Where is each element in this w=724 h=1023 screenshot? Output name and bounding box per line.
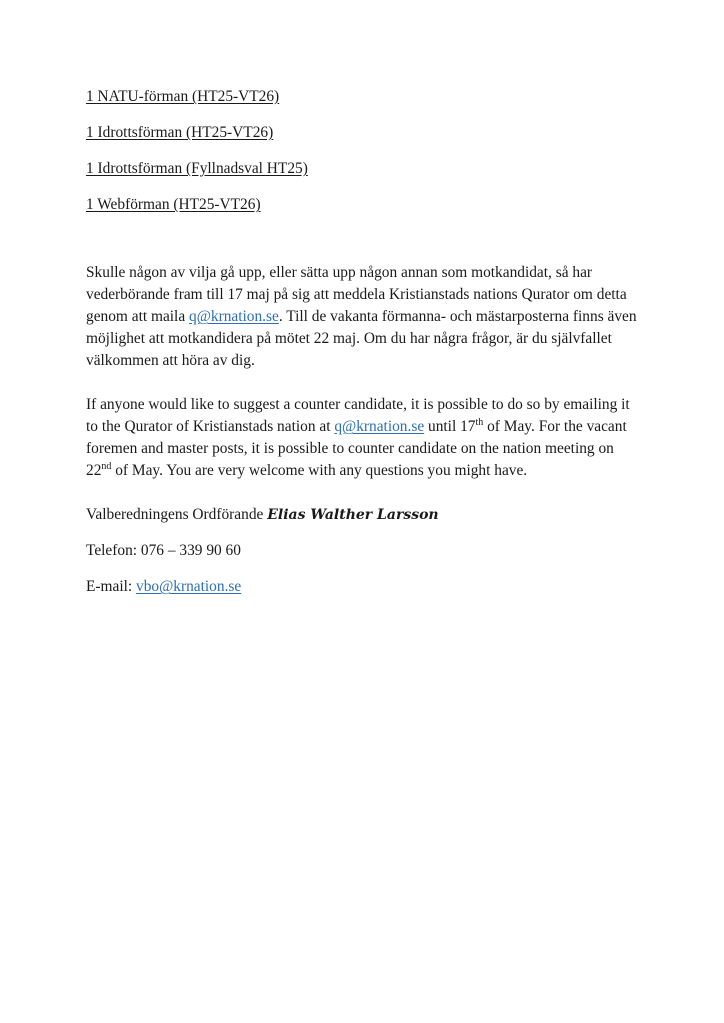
vacant-posts-list	[86, 86, 642, 216]
vacant-post-item: 1 Idrottsförman (HT25-VT26)	[86, 124, 274, 141]
swedish-paragraph	[86, 262, 642, 372]
ordinal-suffix: nd	[101, 460, 112, 472]
document-content	[86, 86, 642, 598]
vbo-email-link[interactable]: vbo@krnation.se	[136, 578, 242, 595]
english-text-part2: until 17	[424, 418, 476, 435]
signature-name: Elias Walther Larsson	[267, 507, 439, 523]
qurator-email-link-en[interactable]: q@krnation.se	[334, 418, 425, 435]
english-paragraph	[86, 394, 642, 482]
swedish-text-before-link: Skulle någon av vilja gå upp, eller sätta upp någon annan som motkandidat, så har vederbörande fram till 17 maj på sig att meddela Kristianstads nations Qurator om detta genom att maila	[86, 264, 627, 325]
vacant-post-item: 1 Idrottsförman (Fyllnadsval HT25)	[86, 160, 308, 177]
english-text-part4: of May. You are very welcome with any questions you might have.	[111, 462, 528, 479]
email-line	[86, 576, 642, 598]
signature-line	[86, 504, 642, 526]
ordinal-suffix: th	[475, 416, 484, 428]
swedish-text-after-link: . Till de vakanta förmanna- och mästarposterna finns även möjlighet att motkandidera på mötet 22 maj. Om du har några frågor, är du självfallet välkommen att höra av dig.	[86, 308, 637, 369]
qurator-email-link[interactable]: q@krnation.se	[189, 308, 279, 325]
phone-label: Telefon:	[86, 542, 141, 559]
english-text-part3: of May. For the vacant foremen and master posts, it is possible to counter candidate on the nation meeting on 22	[86, 418, 627, 479]
phone-line	[86, 540, 642, 562]
vacant-post-item: 1 Webförman (HT25-VT26)	[86, 196, 261, 213]
signature-title: Valberedningens Ordförande	[86, 506, 268, 523]
vacant-post-item: 1 NATU-förman (HT25-VT26)	[86, 88, 280, 105]
english-text-part1: If anyone would like to suggest a counter candidate, it is possible to do so by emailing it to the Qurator of Kristianstads nation at	[86, 396, 630, 435]
email-label: E-mail:	[86, 578, 137, 595]
phone-number: 076 – 339 90 60	[140, 542, 241, 559]
